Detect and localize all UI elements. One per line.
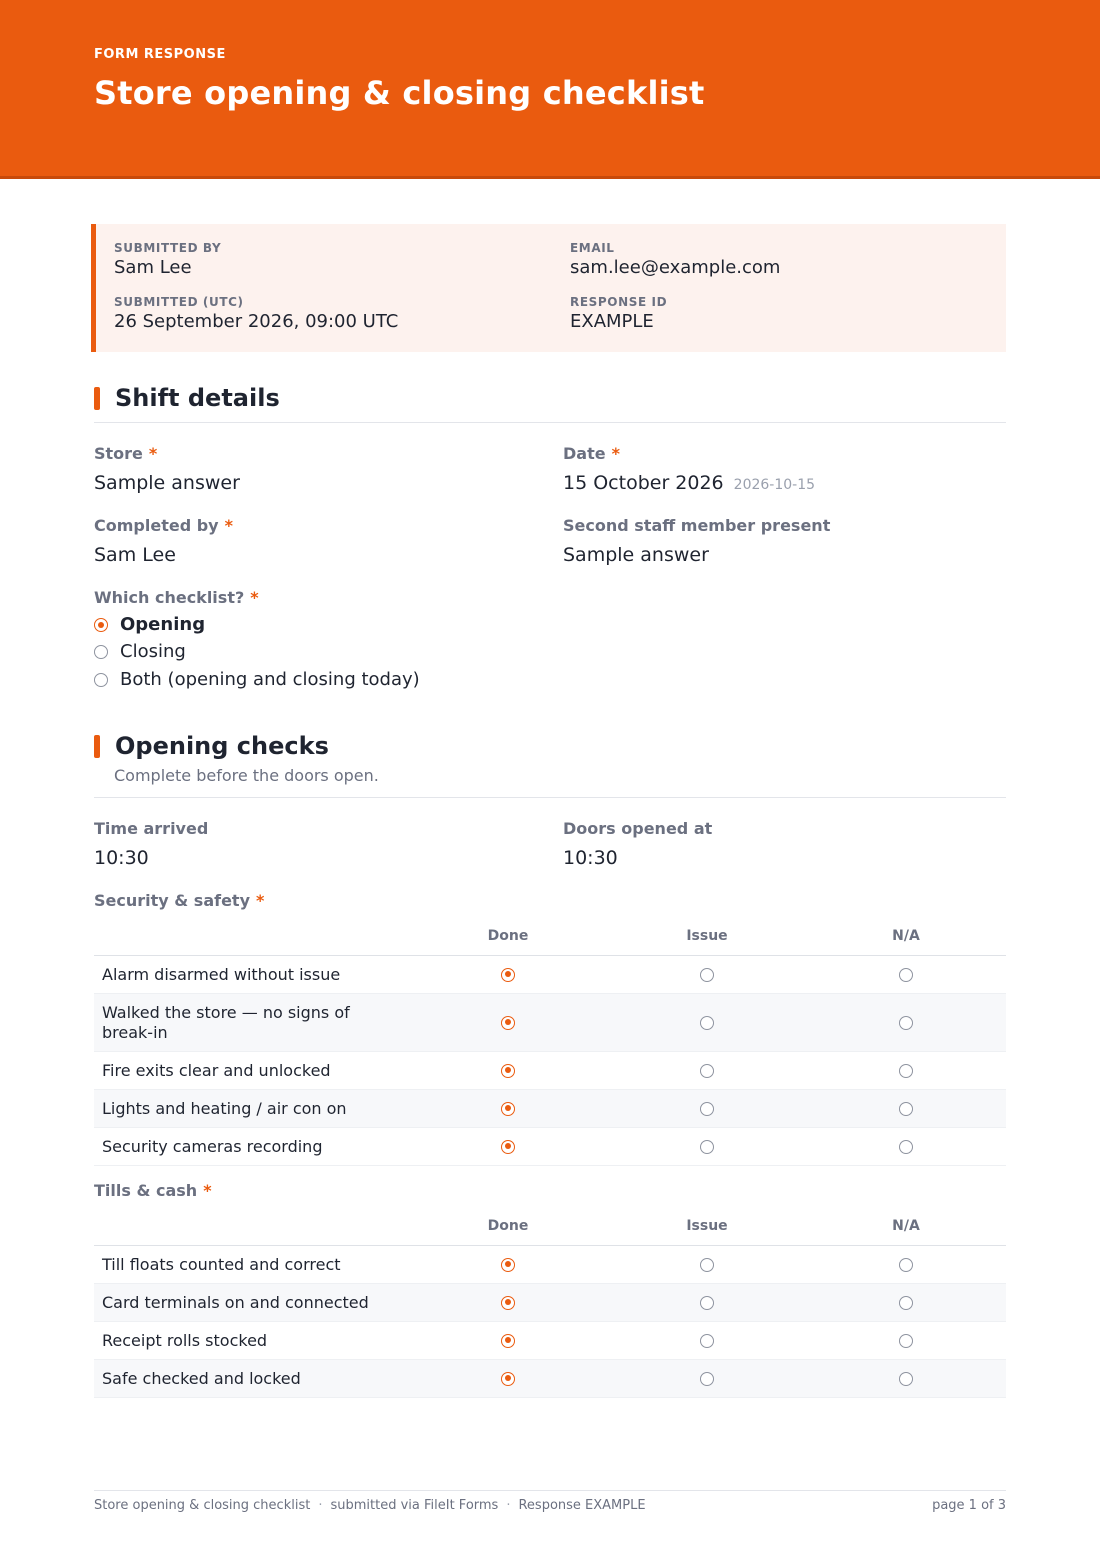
footer-info <box>94 1498 646 1513</box>
field-doors-opened <box>563 819 712 869</box>
radio-selected-icon[interactable] <box>501 1372 515 1386</box>
section-divider <box>94 422 1006 423</box>
radio-selected-icon[interactable] <box>94 618 108 632</box>
form-header <box>0 0 1100 179</box>
grid-column-header: Issue <box>686 928 728 944</box>
section-divider <box>94 797 1006 798</box>
section-title-shift <box>94 384 280 412</box>
footer-divider <box>94 1490 1006 1491</box>
field-label: Time arrived <box>94 819 209 838</box>
field-value: 10:30 <box>94 847 149 869</box>
grid-row <box>94 1128 1006 1166</box>
grid-column-header: N/A <box>892 928 920 944</box>
email-value: sam.lee@example.com <box>570 257 781 278</box>
grid-header <box>94 921 1006 956</box>
section-accent-bar <box>94 387 100 410</box>
email <box>570 241 780 278</box>
date-iso: 2026-10-15 <box>733 477 816 493</box>
grid-row <box>94 1360 1006 1398</box>
radio-empty-icon[interactable] <box>94 645 108 659</box>
email-label: EMAIL <box>570 241 615 255</box>
radio-selected-icon[interactable] <box>501 1102 515 1116</box>
radio-empty-icon[interactable] <box>700 1334 714 1348</box>
grid-row-label: Security cameras recording <box>102 1136 323 1156</box>
response-id-value: EXAMPLE <box>570 311 654 332</box>
footer-submitted-via: submitted via FileIt Forms <box>330 1498 499 1513</box>
field-label: Doors opened at <box>563 819 713 838</box>
grid-row-label: Alarm disarmed without issue <box>102 964 341 984</box>
field-label: Store <box>94 444 143 463</box>
field-label: Which checklist? <box>94 588 245 607</box>
footer-response: Response EXAMPLE <box>518 1498 646 1513</box>
radio-empty-icon[interactable] <box>700 1258 714 1272</box>
radio-selected-icon[interactable] <box>501 1334 515 1348</box>
radio-empty-icon[interactable] <box>899 1140 913 1154</box>
radio-selected-icon[interactable] <box>501 968 515 982</box>
grid-row-label: Safe checked and locked <box>102 1368 301 1388</box>
radio-selected-icon[interactable] <box>501 1258 515 1272</box>
required-mark: * <box>250 588 259 607</box>
footer-separator: · <box>318 1498 323 1513</box>
grid-column-header: Done <box>487 1218 529 1234</box>
section-title-text: Opening checks <box>115 732 329 760</box>
grid-header <box>94 1211 1006 1246</box>
page-number: page 1 of 3 <box>932 1498 1006 1513</box>
radio-empty-icon[interactable] <box>700 1064 714 1078</box>
submitted-by <box>114 241 221 278</box>
radio-empty-icon[interactable] <box>700 1372 714 1386</box>
field-completed-by <box>94 516 233 566</box>
field-label: Security & safety <box>94 891 251 910</box>
radio-empty-icon[interactable] <box>899 1016 913 1030</box>
grid-row-label: Fire exits clear and unlocked <box>102 1060 331 1080</box>
footer-form-name: Store opening & closing checklist <box>94 1498 311 1513</box>
field-date <box>563 444 815 494</box>
option-label: Closing <box>120 641 186 662</box>
submitted-utc-value: 26 September 2026, 09:00 UTC <box>114 311 399 332</box>
field-value: Sam Lee <box>94 544 176 566</box>
required-mark: * <box>256 891 265 910</box>
field-which-checklist <box>94 588 259 607</box>
grid-row <box>94 1090 1006 1128</box>
grid-row-label: Lights and heating / air con on <box>102 1098 347 1118</box>
submitted-by-value: Sam Lee <box>114 257 192 278</box>
field-value: Sample answer <box>94 472 240 494</box>
grid-row <box>94 1246 1006 1284</box>
field-value: Sample answer <box>563 544 709 566</box>
required-mark: * <box>148 444 158 463</box>
radio-selected-icon[interactable] <box>501 1016 515 1030</box>
option-label: Opening <box>120 614 206 635</box>
grid-row <box>94 956 1006 994</box>
section-title-text: Shift details <box>115 384 280 412</box>
radio-empty-icon[interactable] <box>899 968 913 982</box>
radio-selected-icon[interactable] <box>501 1296 515 1310</box>
radio-empty-icon[interactable] <box>899 1296 913 1310</box>
form-title: Store opening & closing checklist <box>94 74 705 112</box>
grid-column-header: Done <box>487 928 529 944</box>
grid-row <box>94 1284 1006 1322</box>
tills-cash-grid <box>94 1211 1006 1398</box>
radio-selected-icon[interactable] <box>501 1064 515 1078</box>
grid-column-header: N/A <box>892 1218 920 1234</box>
required-mark: * <box>203 1181 212 1200</box>
field-label: Second staff member present <box>563 516 831 535</box>
radio-empty-icon[interactable] <box>700 1296 714 1310</box>
grid-row-label: Receipt rolls stocked <box>102 1330 268 1350</box>
field-second-staff <box>563 516 830 566</box>
grid-row <box>94 1322 1006 1360</box>
form-eyebrow: FORM RESPONSE <box>94 47 226 62</box>
submitted-utc <box>114 295 398 332</box>
option-label: Both (opening and closing today) <box>120 669 420 690</box>
response-id <box>570 295 667 332</box>
field-value: 15 October 2026 <box>563 472 724 494</box>
radio-empty-icon[interactable] <box>899 1372 913 1386</box>
radio-empty-icon[interactable] <box>700 968 714 982</box>
field-time-arrived <box>94 819 208 869</box>
field-security-safety <box>94 891 264 910</box>
radio-empty-icon[interactable] <box>899 1258 913 1272</box>
grid-row-label: Card terminals on and connected <box>102 1292 369 1312</box>
radio-empty-icon[interactable] <box>700 1102 714 1116</box>
radio-empty-icon[interactable] <box>94 673 108 687</box>
field-label: Completed by <box>94 516 219 535</box>
response-id-label: RESPONSE ID <box>570 295 668 309</box>
radio-empty-icon[interactable] <box>700 1016 714 1030</box>
radio-empty-icon[interactable] <box>899 1064 913 1078</box>
submitted-utc-label: SUBMITTED (UTC) <box>114 295 244 309</box>
radio-empty-icon[interactable] <box>899 1102 913 1116</box>
grid-column-header: Issue <box>686 1218 728 1234</box>
grid-row <box>94 994 1006 1052</box>
radio-empty-icon[interactable] <box>899 1334 913 1348</box>
section-subtitle: Complete before the doors open. <box>114 766 379 785</box>
field-label: Tills & cash <box>94 1181 198 1200</box>
required-mark: * <box>224 516 233 535</box>
radio-empty-icon[interactable] <box>700 1140 714 1154</box>
field-store <box>94 444 240 494</box>
section-title-opening <box>94 732 329 760</box>
footer-separator: · <box>506 1498 511 1513</box>
required-mark: * <box>611 444 620 463</box>
grid-row-label: Walked the store — no signs of break-in <box>102 1002 350 1042</box>
grid-row <box>94 1052 1006 1090</box>
field-label: Date <box>563 444 606 463</box>
grid-row-label: Till floats counted and correct <box>102 1254 341 1274</box>
radio-selected-icon[interactable] <box>501 1140 515 1154</box>
section-accent-bar <box>94 735 100 758</box>
field-value: 10:30 <box>563 847 618 869</box>
security-safety-grid <box>94 921 1006 1166</box>
field-tills-cash <box>94 1181 212 1200</box>
submitted-by-label: SUBMITTED BY <box>114 241 222 255</box>
submission-meta <box>91 224 1006 352</box>
